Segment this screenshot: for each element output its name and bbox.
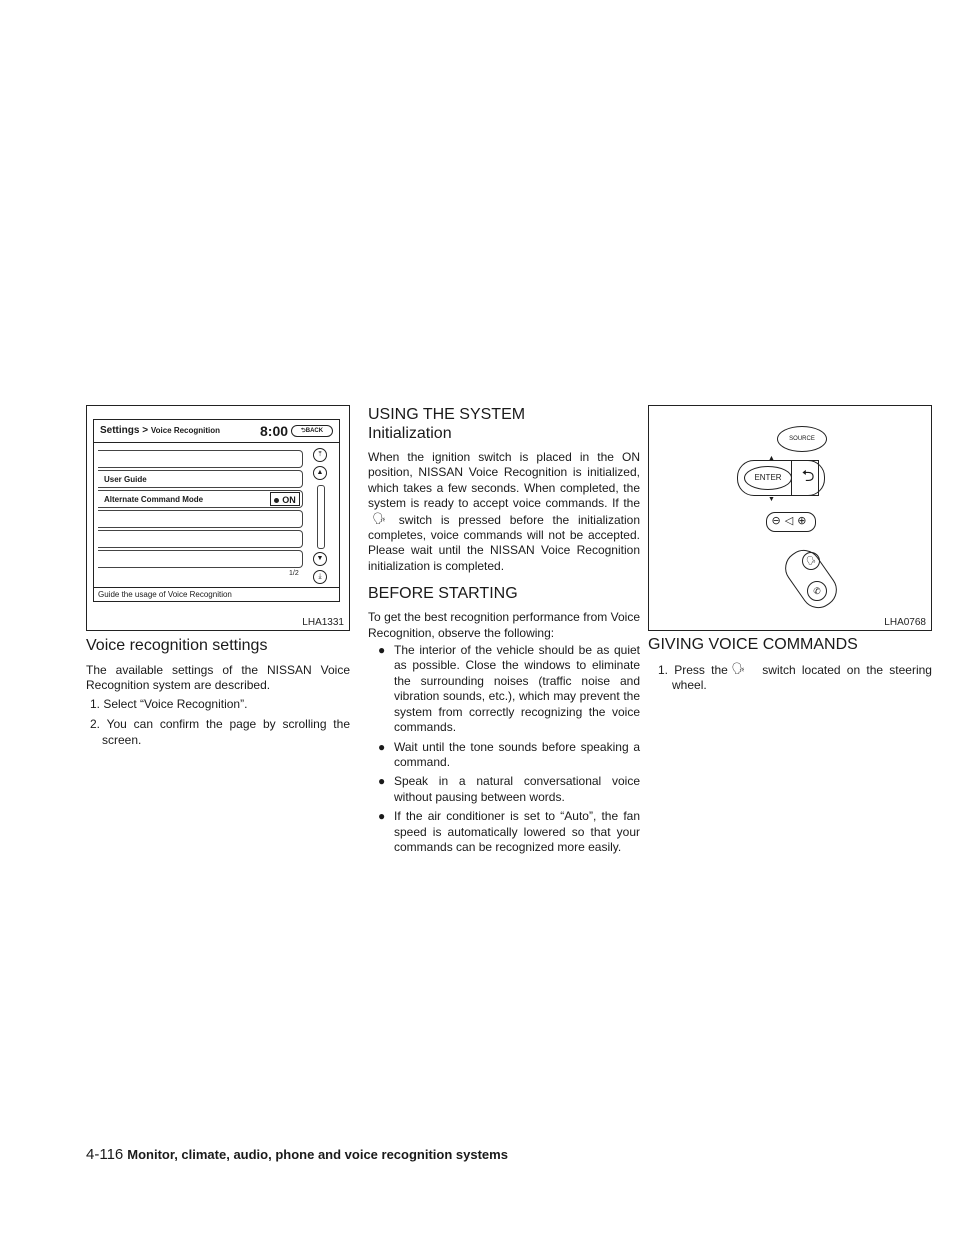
screen-page-indicator: 1/2: [289, 570, 299, 577]
middle-column: [368, 405, 640, 859]
voice-talk-icon: 🗣: [372, 512, 386, 525]
list-item: ● Wait until the tone sounds before speaking a command.: [378, 739, 640, 769]
screen-toggle-on: ON: [270, 492, 300, 506]
page-number: 4-116: [86, 1146, 124, 1163]
right-column: [648, 405, 932, 694]
section-heading: Voice recognition settings: [86, 637, 268, 654]
screen-subtitle: Voice Recognition: [150, 426, 221, 435]
settings-screen-figure: [86, 405, 350, 631]
screen-clock: 8:00: [260, 423, 289, 439]
back-icon: ⮌: [791, 460, 825, 496]
down-arrow-icon: ▼: [768, 496, 775, 503]
list-item: ● Speak in a natural conversational voice without pausing between words.: [378, 774, 640, 804]
enter-switch: ENTER: [744, 466, 792, 490]
scroll-down-icon: ▼: [313, 552, 327, 566]
page-footer: [86, 1146, 508, 1163]
chapter-title: Monitor, climate, audio, phone and voice recognition systems: [127, 1147, 508, 1162]
scrollbar: [317, 485, 325, 549]
screen-back-button: ⮌BACK: [291, 425, 333, 437]
intro-paragraph: The available settings of the NISSAN Voice Recognition system are described.: [86, 663, 350, 693]
screen-header: [94, 420, 339, 443]
left-column: [86, 405, 350, 748]
bullet-icon: ●: [378, 809, 386, 824]
figure-label: LHA1331: [302, 617, 344, 628]
screen-row-empty: [98, 510, 303, 528]
scroll-top-icon: ⤒: [313, 448, 327, 462]
source-switch: SOURCE: [777, 426, 827, 452]
list-item: ● If the air conditioner is set to “Auto”, the fan speed is automatically lowered so that your commands can be recognized more easily.: [378, 809, 640, 854]
screen-row-empty: [98, 530, 303, 548]
toggle-dot-icon: [274, 498, 279, 503]
up-arrow-icon: ▲: [768, 455, 775, 462]
screen-row-empty: [98, 550, 303, 568]
section-heading: BEFORE STARTING: [368, 585, 518, 603]
steering-switch-figure: [648, 405, 932, 631]
step-1: 1. Select “Voice Recognition”.: [90, 696, 248, 711]
section-heading: GIVING VOICE COMMANDS: [648, 636, 858, 653]
subsection-heading: Initialization: [368, 425, 452, 442]
initialization-paragraph: When the ignition switch is placed in the ON position, NISSAN Voice Recognition is initialized, which takes a few seconds. When completed, the system is ready to accept voice commands. If the 🗣 switch is pressed before the initialization completes, voice commands will not be accepted. Please wait until the NISSAN Voice Recognition initialization is completed.: [368, 450, 640, 573]
section-heading: USING THE SYSTEM: [368, 406, 526, 423]
scroll-up-icon: ▲: [313, 466, 327, 480]
phone-icon: ✆: [807, 581, 827, 601]
volume-switch-icon: ⊖◁⊕: [766, 512, 816, 532]
step-1: 1. Press the 🗣 switch located on the steering wheel.: [658, 663, 932, 693]
talk-icon: 🗣: [802, 552, 820, 570]
bullet-icon: ●: [378, 774, 386, 789]
intro-paragraph: To get the best recognition performance from Voice Recognition, observe the following:: [368, 610, 640, 640]
bullet-list: [368, 643, 640, 855]
voice-talk-icon: 🗣: [731, 663, 746, 675]
screen-row-alternate-command: Alternate Command Mode ON: [98, 490, 303, 508]
step-2: 2. You can confirm the page by scrolling the screen.: [90, 717, 350, 747]
bullet-icon: ●: [378, 739, 386, 754]
bullet-icon: ●: [378, 643, 386, 658]
screen-mockup: [93, 419, 340, 602]
figure-label: LHA0768: [884, 617, 926, 628]
list-item: ● The interior of the vehicle should be as quiet as possible. Close the windows to eliminate the surrounding noises (traffic noise and vibration sounds, etc.), which may prevent the system from correctly recognizing the voice commands.: [378, 643, 640, 735]
screen-row-user-guide: User Guide: [98, 470, 303, 488]
scroll-bottom-icon: ⤓: [313, 570, 327, 584]
screen-row-empty: [98, 450, 303, 468]
screen-footer: Guide the usage of Voice Recognition: [94, 587, 339, 601]
screen-title: Settings > Voice Recognition: [100, 425, 221, 436]
